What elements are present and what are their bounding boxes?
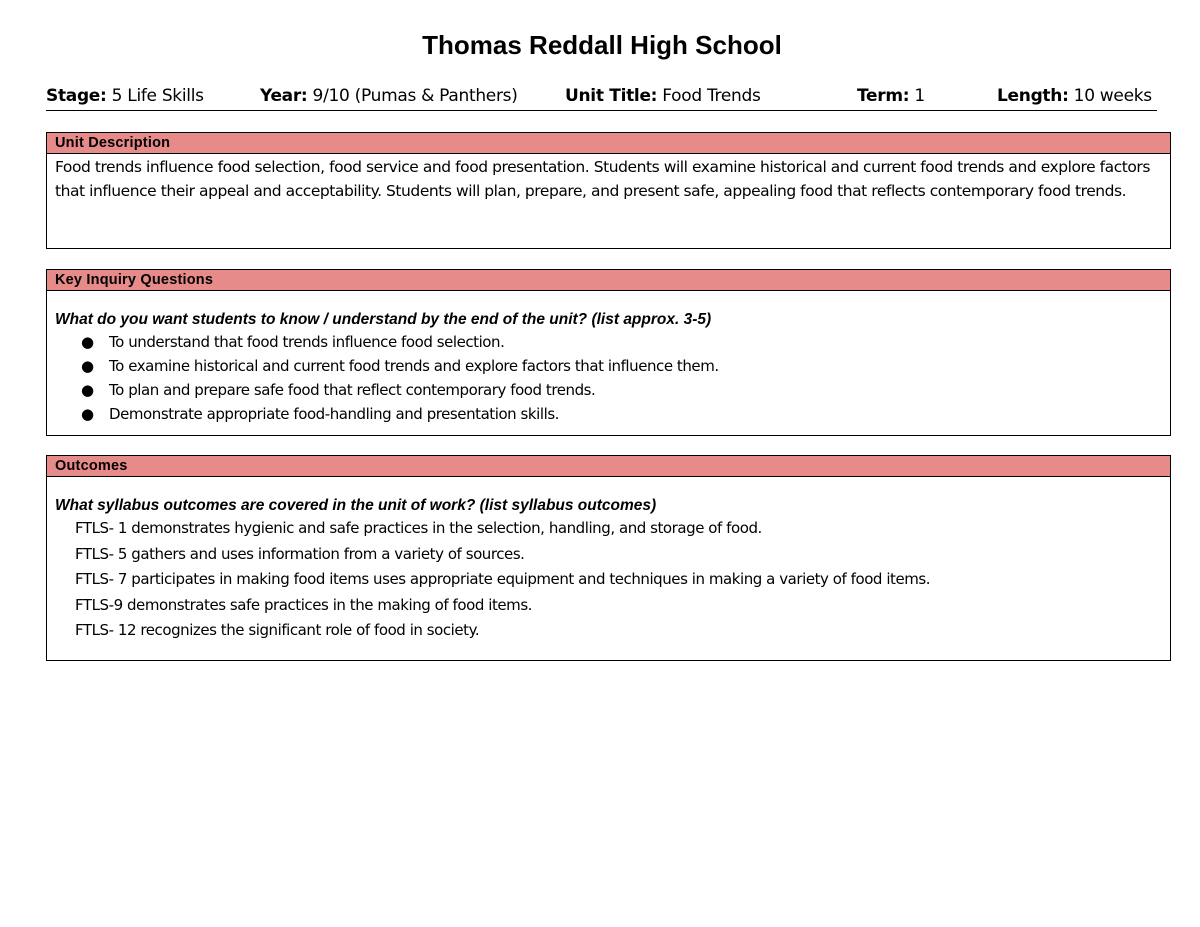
bullet-dot-icon: ●: [81, 381, 94, 399]
list-item-text: To plan and prepare safe food that reflect contemporary food trends.: [109, 381, 596, 399]
unit-description-heading: Unit Description: [47, 133, 1170, 154]
list-item: FTLS- 12 recognizes the significant role of food in society.: [75, 621, 480, 639]
outcomes-prompt: What syllabus outcomes are covered in the unit of work? (list syllabus outcomes): [55, 497, 657, 514]
list-item: [81, 330, 1170, 354]
bullet-dot-icon: ●: [81, 405, 94, 423]
list-item-text: Demonstrate appropriate food-handling and presentation skills.: [109, 405, 559, 423]
meta-term-label: Term:: [857, 86, 910, 106]
list-item: FTLS-9 demonstrates safe practices in the making of food items.: [75, 595, 532, 614]
page-title: Thomas Reddall High School: [422, 30, 782, 60]
meta-length: [997, 86, 1152, 106]
key-inquiry-section: [46, 269, 1171, 436]
meta-term-value: 1: [914, 86, 925, 106]
meta-unit-title: [565, 86, 761, 106]
list-item: FTLS- 1 demonstrates hygienic and safe practices in the selection, handling, and storage of food.: [75, 519, 762, 537]
list-item: FTLS- 7 participates in making food items uses appropriate equipment and techniques in making a variety of food items.: [75, 570, 931, 588]
meta-stage-value: 5 Life Skills: [111, 86, 204, 106]
key-inquiry-prompt: What do you want students to know / understand by the end of the unit? (list approx. 3-5): [55, 311, 712, 328]
meta-stage-label: Stage:: [46, 86, 107, 106]
meta-unit-title-label: Unit Title:: [565, 86, 658, 106]
bullet-dot-icon: ●: [81, 357, 94, 375]
outcomes-heading: Outcomes: [47, 456, 1170, 477]
meta-unit-title-value: Food Trends: [662, 86, 761, 106]
meta-year-label: Year:: [260, 86, 308, 106]
meta-year: [260, 86, 518, 106]
bullet-dot-icon: ●: [81, 333, 94, 351]
unit-description-text: Food trends influence food selection, food service and food presentation. Students will examine historical and current food trends and explore factors that influence their appeal and acceptability. Students will plan, prepare, and present safe, appealing food that reflects contemporary food trends.: [55, 158, 1150, 200]
list-item: [81, 402, 1170, 426]
unit-meta-row: [46, 86, 1157, 111]
meta-term: [857, 86, 925, 106]
unit-description-section: [46, 132, 1171, 249]
key-inquiry-heading: Key Inquiry Questions: [47, 270, 1170, 291]
list-item: FTLS- 5 gathers and uses information from a variety of sources.: [75, 544, 525, 563]
meta-stage: [46, 86, 204, 106]
list-item: [81, 378, 1170, 402]
list-item-text: To examine historical and current food trends and explore factors that influence them.: [109, 357, 719, 375]
outcomes-list: [47, 516, 1170, 644]
list-item: [81, 354, 1170, 378]
outcomes-section: [46, 455, 1171, 661]
list-item-text: To understand that food trends influence food selection.: [109, 333, 505, 351]
key-inquiry-list: [47, 330, 1170, 426]
meta-length-value: 10 weeks: [1073, 86, 1152, 106]
meta-length-label: Length:: [997, 86, 1069, 106]
meta-year-value: 9/10 (Pumas & Panthers): [312, 86, 518, 106]
